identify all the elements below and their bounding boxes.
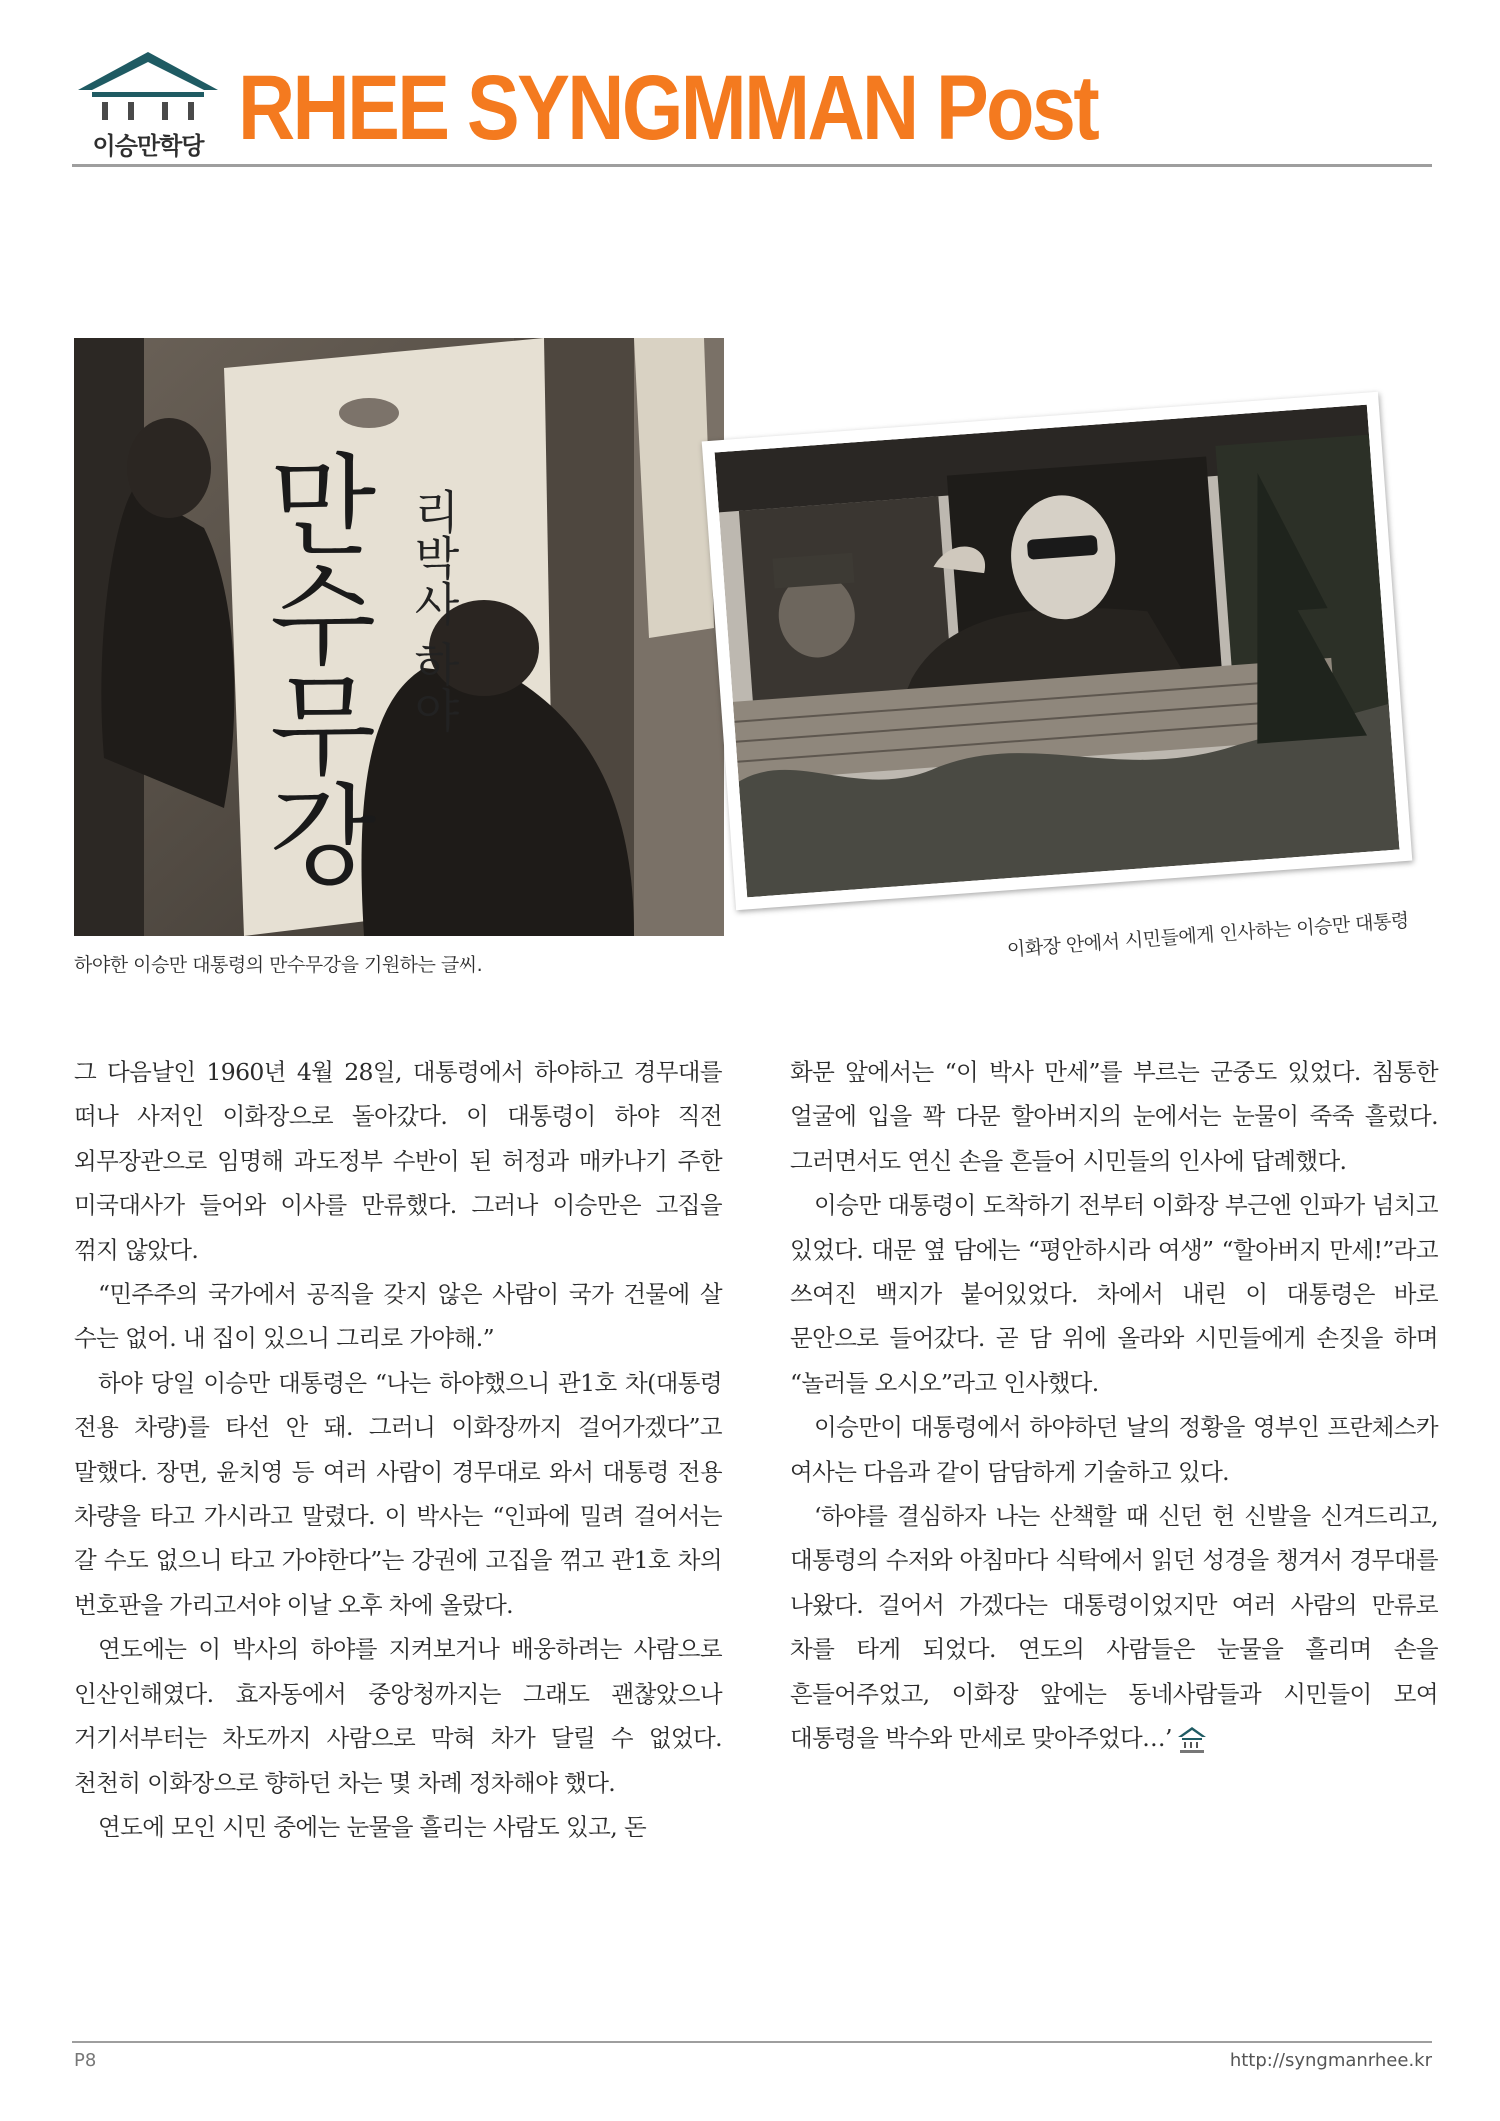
article-paragraph: 연도에는 이 박사의 하야를 지켜보거나 배웅하려는 사람으로 인산인해였다. 효자동에서 중앙청까지는 그래도 괜찮았으나 거기서부터는 차도까지 사람으로 막혀 차가 달릴 수 없었다. 천천히 이화장으로 향하던 차는 몇 차례 정차해야 했다.	[74, 1635, 722, 1797]
article-paragraph: 하야 당일 이승만 대통령은 “나는 하야했으니 관1호 차(대통령 전용 차량)를 타선 안 돼. 그러니 이화장까지 걸어가겠다”고 말했다. 장면, 윤치영 등 여러 사람이 경무대로 와서 대통령 전용 차량을 타고 가시라고 말렸다. 이 박사는 “인파에 밀려 걸어서는 갈 수도 없으니 타고 가야한다”는 강권에 고집을 꺾고 관1호 차의 번호판을 가리고서야 이날 오후 차에 올랐다.	[74, 1368, 722, 1619]
footer-divider	[72, 2041, 1432, 2043]
photo-caption-left: 하야한 이승만 대통령의 만수무강을 기원하는 글씨.	[74, 954, 483, 976]
article-quote-text: ‘하야를 결심하자 나는 산책할 때 신던 헌 신발을 신겨드리고, 대통령의 수저와 아침마다 식탁에서 읽던 성경을 챙겨서 경무대를 나왔다. 걸어서 가겠다는 대통령이었지만 여러 사람의 만류로 차를 타게 되었다. 연도의 사람들은 눈물을 흘리며 손을 흔들어주었고, 이화장 앞에는 동네사람들과 시민들이 모여 대통령을 박수와 만세로 맞아주었다…’	[790, 1502, 1438, 1753]
sign-side-text: 리박사 하야	[407, 488, 461, 733]
header-divider	[72, 164, 1432, 167]
photo-rhee-waving	[702, 392, 1413, 910]
article-paragraph: 화문 앞에서는 “이 박사 만세”를 부르는 군중도 있었다. 침통한 얼굴에 입을 꽉 다문 할아버지의 눈에서는 눈물이 죽죽 흘렀다. 그러면서도 연신 손을 흔들어 시민들의 인사에 답례했다.	[790, 1058, 1438, 1175]
sign-main-text: 만수무강	[250, 448, 378, 888]
article-paragraph: 그 다음날인 1960년 4월 28일, 대통령에서 하야하고 경무대를 떠나 사저인 이화장으로 돌아갔다. 이 대통령이 하야 직전 외무장관으로 임명해 과도정부 수반이 된 허정과 매카나기 주한 미국대사가 들어와 이사를 만류했다. 그러나 이승만은 고집을 꺾지 않았다.	[74, 1058, 722, 1264]
photo-sign-wall	[74, 338, 724, 936]
article-paragraph: 이승만이 대통령에서 하야하던 날의 정황을 영부인 프란체스카 여사는 다음과 같이 담담하게 기술하고 있다.	[790, 1413, 1438, 1486]
logo	[72, 48, 224, 160]
article-quote	[790, 1494, 1438, 1760]
article-quote: “민주주의 국가에서 공직을 갖지 않은 사람이 국가 건물에 살 수는 없어. 내 집이 있으니 그리로 가야해.”	[74, 1280, 722, 1353]
photo-caption-right: 이화장 안에서 시민들에게 인사하는 이승만 대통령	[1006, 909, 1410, 961]
masthead-title: RHEE SYNGMMAN Post	[238, 57, 1098, 159]
website-url[interactable]: http://syngmanrhee.kr	[1229, 2050, 1432, 2071]
house-icon	[72, 48, 224, 128]
article-paragraph: 이승만 대통령이 도착하기 전부터 이화장 부근엔 인파가 넘치고 있었다. 대문 옆 담에는 “평안하시라 여생” “할아버지 만세!”라고 쓰여진 백지가 붙어있었다. 차에서 내린 이 대통령은 바로 문안으로 들어갔다. 곧 담 위에 올라와 시민들에게 손짓을 하며 “놀러들 오시오”라고 인사했다.	[790, 1191, 1438, 1397]
article-paragraph: 연도에 모인 시민 중에는 눈물을 흘리는 사람도 있고, 돈	[98, 1812, 647, 1841]
article-column-right	[790, 1050, 1438, 1761]
logo-text: 이승만학당	[92, 132, 204, 160]
article-column-left	[74, 1050, 722, 1849]
end-mark-house-icon	[1176, 1725, 1208, 1755]
page-number: P8	[74, 2050, 97, 2071]
